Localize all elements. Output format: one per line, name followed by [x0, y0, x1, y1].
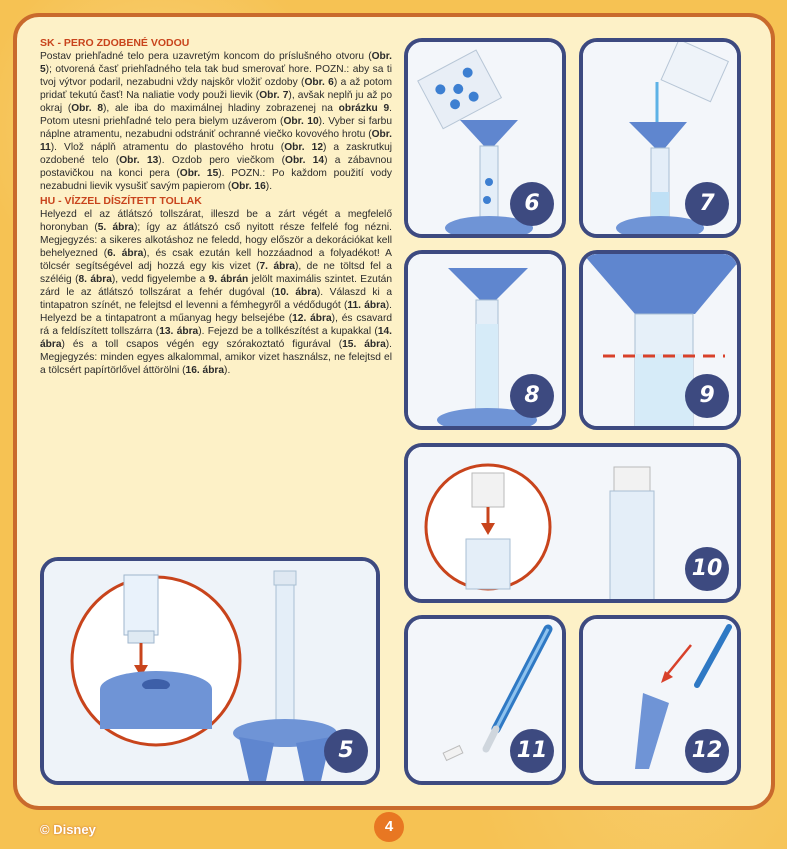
- hu-segment: ). Helyezd be a tintapatront a műanyag hegy belsejébe (: [40, 300, 392, 324]
- figure-12: [579, 615, 741, 785]
- hu-segment: 15. ábra: [342, 339, 386, 350]
- sk-segment: Obr. 16: [231, 181, 266, 192]
- figure-8: [404, 250, 566, 430]
- sk-segment: ), avšak neplň ju až po okraj (: [40, 90, 392, 114]
- hu-segment: 14. ábra: [40, 326, 392, 350]
- hu-segment: Helyezd el az átlátszó tollszárat, illeszd be a zárt végét a megfelelő horonyban (: [40, 209, 392, 233]
- hu-segment: 13. ábra: [159, 326, 199, 337]
- hu-segment: ). Fejezd be a tollkészítést a kupakkal (: [198, 326, 378, 337]
- instructions-text: [40, 37, 392, 379]
- copyright-text: © Disney: [40, 822, 96, 837]
- sk-segment: Obr. 8: [71, 103, 104, 114]
- sk-segment: ). Vyber si farbu náplne atramentu, nezabudni odstrániť ochranné viečko kovového hrotu (: [40, 116, 393, 140]
- sk-segment: Obr. 10: [283, 116, 319, 127]
- hu-heading: HU - VÍZZEL DÍSZÍTETT TOLLAK: [40, 195, 202, 207]
- hu-segment: ).: [224, 365, 231, 376]
- hu-segment: ), és csavard rá a feldíszített tollszárra (: [40, 313, 392, 337]
- hu-segment: ), vedd figyelembe a: [111, 274, 209, 285]
- hu-segment: 10. ábra: [274, 287, 317, 298]
- hu-segment: 9. ábrán: [208, 274, 249, 285]
- sk-segment: Obr. 6: [304, 77, 334, 88]
- figure-9: [579, 250, 741, 430]
- sk-segment: ). POZN.: Po každom použití vody nezabudni lievik vysušiť savým papierom (: [40, 168, 392, 192]
- sk-segment: Obr. 5: [40, 51, 392, 75]
- figure-5: [40, 557, 380, 785]
- sk-segment: Obr. 13: [119, 155, 159, 166]
- hu-segment: 11. ábra: [347, 300, 386, 311]
- hu-segment: ), és csak ezután kell hozzáadnod a folyadékot! A tölcsér segítségével adj hozzá egy kis vizet (: [40, 248, 392, 272]
- hu-segment: 16. ábra: [185, 365, 225, 376]
- figure-7-number: 7: [685, 182, 729, 226]
- sk-segment: Obr. 12: [284, 142, 323, 153]
- hu-segment: jelölt maximális szintet. Ezután zárd le az átlátszó tollszárat a fehér dugóval (: [40, 274, 392, 298]
- sk-segment: . Potom utesni priehľadné telo pera bielym uzáverom (: [40, 103, 392, 127]
- hu-segment: ). Válaszd ki a tintapatron színét, ne felejtsd el levenni a fémhegyről a védődugót (: [40, 287, 392, 311]
- hu-segment: 8. ábra: [78, 274, 112, 285]
- hu-segment: ); így az átlátszó cső nyitott része felfelé fog nézni. Megjegyzés: a sikeres alkotáshoz ne feledd, hogy először a dekorációkat kell behelyezned (: [40, 222, 392, 259]
- sk-segment: ); otvorená časť priehľadného tela tak bud smerovať hore. POZN.: aby sa ti tvoj výtvor podaril, nezabudni vždy najskôr vložiť ozdoby (: [40, 64, 392, 88]
- sk-segment: ), ale iba do maximálnej hladiny zobrazenej na: [103, 103, 339, 114]
- hu-segment: 7. ábra: [259, 261, 295, 272]
- sk-segment: Obr. 14: [285, 155, 325, 166]
- sk-heading: SK - PERO ZDOBENÉ VODOU: [40, 37, 190, 49]
- hu-segment: ) és a toll csapos végén egy szórakoztató figurával (: [61, 339, 343, 350]
- sk-segment: ).: [265, 181, 273, 192]
- figure-10: [404, 443, 741, 603]
- figure-7: [579, 38, 741, 238]
- hu-segment: ), de ne töltsd fel a széléig (: [40, 261, 392, 285]
- sk-segment: Obr. 11: [40, 129, 392, 153]
- figure-6-number: 6: [510, 182, 554, 226]
- hu-segment: ). Megjegyzés: minden egyes alkalommal, amikor vizet használsz, ne felejtsd el a tölcsért papírtörlővel áttörölni (: [40, 339, 392, 376]
- hu-paragraph: [40, 208, 392, 377]
- figure-11: [404, 615, 566, 785]
- sk-segment: ) a až potom pridať tekutú časť! Na naliatie vody použi lievik (: [40, 77, 392, 101]
- figure-10-number: 10: [685, 547, 729, 591]
- sk-segment: ). Vlož náplň atramentu do plastového hrotu (: [50, 142, 285, 153]
- sk-segment: Postav priehľadné telo pera uzavretým koncom do príslušného otvoru (: [40, 51, 372, 62]
- figure-5-number: 5: [324, 729, 368, 773]
- sk-segment: Obr. 15: [179, 168, 219, 179]
- sk-segment: ). Ozdob pero viečkom (: [158, 155, 286, 166]
- hu-segment: 6. ábra: [107, 248, 144, 259]
- figure-6: [404, 38, 566, 238]
- figure-12-number: 12: [685, 729, 729, 773]
- figure-8-number: 8: [510, 374, 554, 418]
- hu-segment: 5. ábra: [97, 222, 134, 233]
- figure-11-number: 11: [510, 729, 554, 773]
- hu-segment: 12. ábra: [292, 313, 332, 324]
- figure-9-number: 9: [685, 374, 729, 418]
- sk-segment: obrázku 9: [338, 103, 390, 114]
- page-number-badge: 4: [374, 812, 404, 842]
- sk-segment: ) a zaskrutkuj ozdobené telo (: [40, 142, 393, 166]
- sk-paragraph: [40, 50, 392, 193]
- sk-segment: Obr. 7: [259, 90, 289, 101]
- sk-segment: ) a zábavnou postavičkou na konci pera (: [40, 155, 392, 179]
